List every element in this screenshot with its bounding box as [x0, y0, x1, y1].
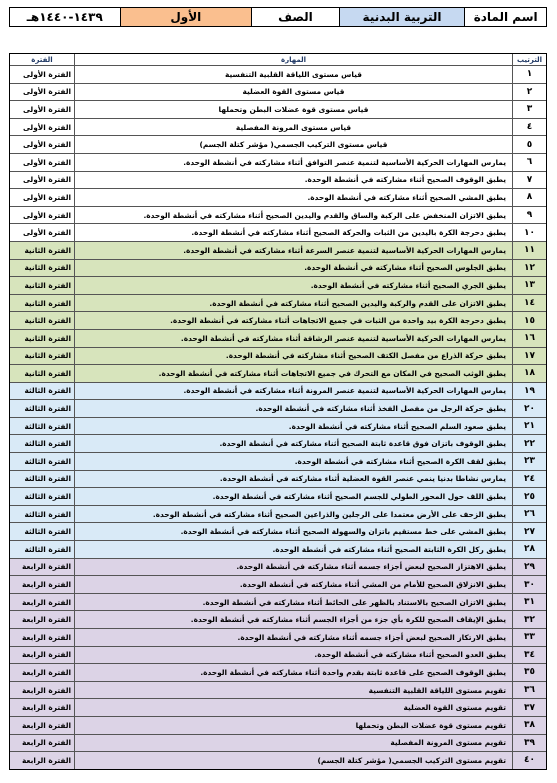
row-order-number: ١٨	[512, 365, 546, 382]
row-period: الفترة الأولى	[22, 69, 71, 79]
row-period: الفترة الثالثة	[24, 439, 71, 449]
table-row	[10, 471, 546, 489]
row-period: الفترة الثانية	[24, 298, 71, 308]
row-skill-text: يطبق الانزلاق الصحيح للأمام من المشي أثناء مشاركته في أنشطة الوحدة.	[74, 576, 512, 593]
row-order-number: ٣٦	[512, 682, 546, 699]
grade-label: الصف	[251, 8, 339, 26]
table-row	[10, 400, 546, 418]
row-period: الفترة الرابعة	[21, 667, 71, 677]
table-row	[10, 435, 546, 453]
row-skill-text: يطبق الجري الصحيح أثناء مشاركته في أنشطة الوحدة.	[74, 277, 512, 294]
row-order-number: ٢٣	[512, 453, 546, 470]
table-row	[10, 418, 546, 436]
subject-value: التربية البدنية	[339, 8, 465, 26]
row-period: الفترة الرابعة	[21, 738, 71, 748]
row-skill-text: يمارس المهارات الحركية الأساسية لتنمية عنصر الرشاقة أثناء مشاركته في أنشطة الوحدة.	[74, 330, 512, 347]
row-period: الفترة الأولى	[22, 122, 71, 132]
row-skill-text: يطبق الجلوس الصحيح أثناء مشاركته في أنشطة الوحدة.	[74, 260, 512, 277]
table-row	[10, 735, 546, 753]
row-order-number: ٣٠	[512, 576, 546, 593]
table-row	[10, 295, 546, 313]
row-order-number: ٩	[512, 207, 546, 224]
row-skill-text: يطبق المشي على خط مستقيم باتزان والسهولة الصحيح أثناء مشاركته في أنشطة الوحدة.	[74, 523, 512, 540]
table-row	[10, 365, 546, 383]
row-skill-text: يطبق الإيقاف الصحيح للكرة بأي جزء من أجزاء الجسم أثناء مشاركته في أنشطة الوحدة.	[74, 611, 512, 628]
row-period: الفترة الثالثة	[24, 544, 71, 554]
row-period: الفترة الثالثة	[24, 527, 71, 537]
column-header-order: الترتيب	[512, 54, 546, 65]
row-period: الفترة الرابعة	[21, 755, 71, 765]
row-skill-text: يطبق لقف الكرة الصحيح أثناء مشاركته في أنشطة الوحدة.	[74, 453, 512, 470]
row-order-number: ١٧	[512, 348, 546, 365]
row-skill-text: يطبق الزحف على الأرض معتمدا على الرجلين والذراعين الصحيح أثناء مشاركته في أنشطة الوحدة.	[74, 506, 512, 523]
skills-table	[9, 53, 547, 770]
row-skill-text: تقويم مستوى اللياقة القلبية التنفسية	[74, 682, 512, 699]
table-row	[10, 207, 546, 225]
row-order-number: ١٢	[512, 260, 546, 277]
table-row	[10, 717, 546, 735]
table-row	[10, 506, 546, 524]
row-period: الفترة الرابعة	[21, 580, 71, 590]
row-skill-text: يطبق الاتزان الصحيح بالاستناد بالظهر على الحائط أثناء مشاركته في أنشطة الوحدة.	[74, 594, 512, 611]
row-period: الفترة الرابعة	[21, 720, 71, 730]
row-order-number: ٢٩	[512, 559, 546, 576]
row-period: الفترة الثالثة	[24, 474, 71, 484]
table-header-row	[10, 54, 546, 66]
table-row	[10, 172, 546, 190]
row-period: الفترة الثانية	[24, 368, 71, 378]
row-skill-text: قياس مستوى قوة عضلات البطن وتحملها	[74, 101, 512, 118]
row-skill-text: يطبق المشي الصحيح أثناء مشاركته في أنشطة الوحدة.	[74, 189, 512, 206]
row-order-number: ١٣	[512, 277, 546, 294]
row-skill-text: تقويم مستوى المرونة المفصلية	[74, 735, 512, 752]
row-order-number: ٣	[512, 101, 546, 118]
row-order-number: ٢٦	[512, 506, 546, 523]
row-order-number: ٣١	[512, 594, 546, 611]
table-row	[10, 242, 546, 260]
row-period: الفترة الثالثة	[24, 386, 71, 396]
row-period: الفترة الثالثة	[24, 492, 71, 502]
table-row	[10, 647, 546, 665]
table-row	[10, 682, 546, 700]
row-order-number: ٣٨	[512, 717, 546, 734]
table-row	[10, 699, 546, 717]
row-order-number: ١٩	[512, 383, 546, 400]
row-skill-text: يطبق الوقوف باتزان فوق قاعدة ثابتة الصحيح أثناء مشاركته في أنشطة الوحدة.	[74, 435, 512, 452]
row-period: الفترة الأولى	[22, 87, 71, 97]
table-row	[10, 66, 546, 84]
table-row	[10, 453, 546, 471]
row-period: الفترة الرابعة	[21, 597, 71, 607]
row-order-number: ٣٢	[512, 611, 546, 628]
row-skill-text: تقويم مستوى التركيب الجسمي( مؤشر كتلة الجسم)	[74, 752, 512, 769]
row-period: الفترة الرابعة	[21, 562, 71, 572]
row-skill-text: يطبق الوقوف الصحيح على قاعدة ثابتة بقدم واحدة أثناء مشاركته في أنشطة الوحدة.	[74, 664, 512, 681]
row-order-number: ٣٤	[512, 647, 546, 664]
row-skill-text: يطبق العدو الصحيح أثناء مشاركته في أنشطة الوحدة.	[74, 647, 512, 664]
row-period: الفترة الثانية	[24, 245, 71, 255]
row-skill-text: يمارس المهارات الحركية الأساسية لتنمية عنصر المرونة أثناء مشاركته في أنشطة الوحدة.	[74, 383, 512, 400]
row-order-number: ٢٨	[512, 541, 546, 558]
row-period: الفترة الثالثة	[24, 456, 71, 466]
row-skill-text: يطبق دحرجة الكرة بيد واحدة من الثبات في جميع الاتجاهات أثناء مشاركته في أنشطة الوحدة.	[74, 312, 512, 329]
row-order-number: ١٠	[512, 224, 546, 241]
row-period: الفترة الأولى	[22, 175, 71, 185]
row-order-number: ٢٢	[512, 435, 546, 452]
table-row	[10, 101, 546, 119]
table-row	[10, 154, 546, 172]
row-skill-text: يطبق دحرجة الكرة باليدين من الثبات والحركة الصحيح أثناء مشاركته في أنشطة الوحدة.	[74, 224, 512, 241]
table-row	[10, 523, 546, 541]
row-skill-text: يطبق الاتزان على القدم والركبة واليدين الصحيح أثناء مشاركته في أنشطة الوحدة.	[74, 295, 512, 312]
row-order-number: ٦	[512, 154, 546, 171]
row-order-number: ٧	[512, 172, 546, 189]
row-period: الفترة الأولى	[22, 228, 71, 238]
row-skill-text: يطبق ركل الكرة الثابتة الصحيح أثناء مشاركته في أنشطة الوحدة.	[74, 541, 512, 558]
row-order-number: ٢٧	[512, 523, 546, 540]
row-period: الفترة الأولى	[22, 157, 71, 167]
row-skill-text: قياس مستوى القوة العضلية	[74, 84, 512, 101]
row-period: الفترة الرابعة	[21, 650, 71, 660]
row-order-number: ٥	[512, 136, 546, 153]
header-bar	[9, 7, 547, 27]
row-period: الفترة الرابعة	[21, 615, 71, 625]
row-order-number: ١	[512, 66, 546, 83]
row-order-number: ٢٤	[512, 471, 546, 488]
row-skill-text: قياس مستوى المرونة المفصلية	[74, 119, 512, 136]
row-period: الفترة الثالثة	[24, 404, 71, 414]
row-skill-text: تقويم مستوى القوة العضلية	[74, 699, 512, 716]
row-period: الفترة الأولى	[22, 104, 71, 114]
row-order-number: ١١	[512, 242, 546, 259]
column-header-skill: المهارة	[74, 54, 512, 65]
row-order-number: ١٤	[512, 295, 546, 312]
row-order-number: ٢٠	[512, 400, 546, 417]
academic-year: ١٤٣٩-١٤٤٠هـ	[10, 8, 120, 26]
row-order-number: ٤	[512, 119, 546, 136]
row-skill-text: يطبق الارتكاز الصحيح لبعض أجزاء جسمه أثناء مشاركته في أنشطة الوحدة.	[74, 629, 512, 646]
row-order-number: ٢٥	[512, 488, 546, 505]
table-row	[10, 383, 546, 401]
row-skill-text: يطبق صعود السلم الصحيح أثناء مشاركته في أنشطة الوحدة.	[74, 418, 512, 435]
table-row	[10, 189, 546, 207]
row-skill-text: يطبق الاهتزاز الصحيح لبعض أجزاء جسمه أثناء مشاركته في أنشطة الوحدة.	[74, 559, 512, 576]
row-skill-text: يطبق حركة الذراع من مفصل الكتف الصحيح أثناء مشاركته في أنشطة الوحدة.	[74, 348, 512, 365]
row-skill-text: تقويم مستوى قوة عضلات البطن وتحملها	[74, 717, 512, 734]
table-row	[10, 559, 546, 577]
table-row	[10, 488, 546, 506]
table-row	[10, 277, 546, 295]
row-period: الفترة الرابعة	[21, 703, 71, 713]
column-header-period: الفترة	[31, 55, 53, 64]
row-skill-text: يطبق اللف حول المحور الطولي للجسم الصحيح أثناء مشاركته في أنشطة الوحدة.	[74, 488, 512, 505]
row-period: الفترة الثالثة	[24, 421, 71, 431]
row-period: الفترة الثانية	[24, 351, 71, 361]
row-period: الفترة الثالثة	[24, 509, 71, 519]
row-skill-text: يطبق الوقوف الصحيح أثناء مشاركته في أنشطة الوحدة.	[74, 172, 512, 189]
row-skill-text: قياس مستوى التركيب الجسمي( مؤشر كتلة الجسم)	[74, 136, 512, 153]
row-skill-text: قياس مستوى اللياقة القلبية التنفسية	[74, 66, 512, 83]
grade-value: الأول	[120, 8, 252, 26]
row-period: الفترة الأولى	[22, 140, 71, 150]
row-order-number: ٣٧	[512, 699, 546, 716]
table-row	[10, 136, 546, 154]
row-period: الفترة الثانية	[24, 280, 71, 290]
row-order-number: ٢١	[512, 418, 546, 435]
table-row	[10, 541, 546, 559]
table-row	[10, 119, 546, 137]
row-order-number: ٨	[512, 189, 546, 206]
table-row	[10, 330, 546, 348]
row-period: الفترة الرابعة	[21, 632, 71, 642]
row-skill-text: يطبق الوثب الصحيح في المكان مع التحرك في جميع الاتجاهات أثناء مشاركته في أنشطة الوحدة.	[74, 365, 512, 382]
row-order-number: ٣٩	[512, 735, 546, 752]
table-row	[10, 594, 546, 612]
table-row	[10, 348, 546, 366]
row-skill-text: يطبق الاتزان المنخفض على الركبة والساق والقدم واليدين الصحيح أثناء مشاركته في أنشطة الوحدة.	[74, 207, 512, 224]
row-skill-text: يطبق حركة الرجل من مفصل الفخذ أثناء مشاركته في أنشطة الوحدة.	[74, 400, 512, 417]
table-row	[10, 312, 546, 330]
row-order-number: ٣٥	[512, 664, 546, 681]
table-row	[10, 260, 546, 278]
row-order-number: ٢	[512, 84, 546, 101]
row-skill-text: يمارس المهارات الحركية الأساسية لتنمية عنصر التوافق أثناء مشاركته في أنشطة الوحدة.	[74, 154, 512, 171]
row-period: الفترة الأولى	[22, 192, 71, 202]
row-order-number: ٤٠	[512, 752, 546, 769]
table-row	[10, 752, 546, 769]
table-row	[10, 611, 546, 629]
row-period: الفترة الثانية	[24, 333, 71, 343]
table-row	[10, 664, 546, 682]
row-period: الفترة الثانية	[24, 316, 71, 326]
table-row	[10, 576, 546, 594]
table-row	[10, 629, 546, 647]
table-row	[10, 84, 546, 102]
row-period: الفترة الثانية	[24, 263, 71, 273]
row-order-number: ٣٣	[512, 629, 546, 646]
table-row	[10, 224, 546, 242]
row-period: الفترة الأولى	[22, 210, 71, 220]
row-skill-text: يمارس نشاطا بدنيا ينمي عنصر القوة العضلية أثناء مشاركته في أنشطة الوحدة.	[74, 471, 512, 488]
row-skill-text: يمارس المهارات الحركية الأساسية لتنمية عنصر السرعة أثناء مشاركته في أنشطة الوحدة.	[74, 242, 512, 259]
row-period: الفترة الرابعة	[21, 685, 71, 695]
row-order-number: ١٦	[512, 330, 546, 347]
subject-label: اسم المادة	[464, 8, 546, 26]
row-order-number: ١٥	[512, 312, 546, 329]
